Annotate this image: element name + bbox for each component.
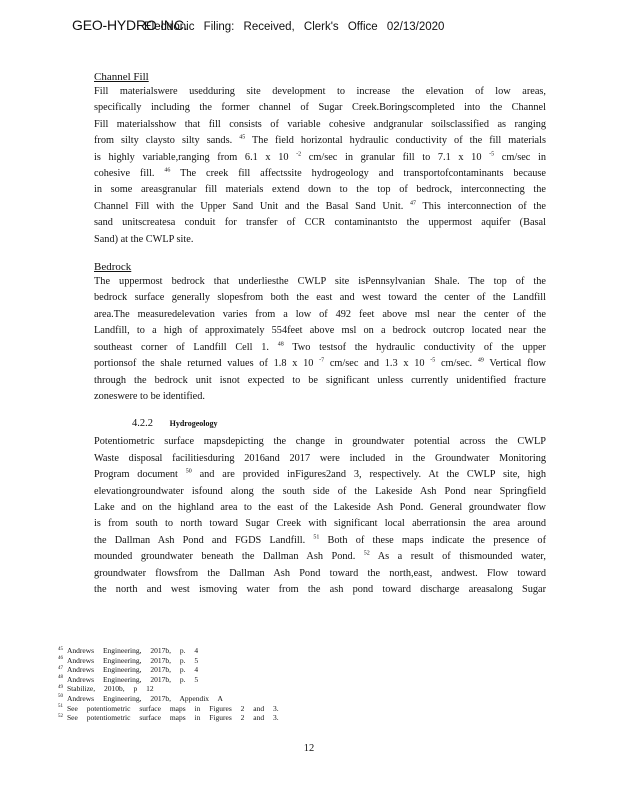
footnote-text: Stabilize, 2010b, p 12 <box>67 684 154 694</box>
footnote <box>58 656 358 666</box>
footnote <box>58 675 358 685</box>
footnote-ref: -7 <box>319 357 325 364</box>
text-line: zoneswere to be identified. <box>94 390 205 402</box>
footnote-text: See potentiometric surface maps in Figures 2 and 3. <box>67 713 279 723</box>
text-line: Waste disposal facilitiesduring 2016and 2017 were included in the Groundwater Monitoring <box>94 452 546 464</box>
footnote-number: 49 <box>58 684 63 690</box>
company-name: GEO-HYDRO INC. <box>72 17 188 33</box>
footnote-number: 46 <box>58 656 63 662</box>
text-line: Program document $^{50}$ and are provided inFigures2and 3, respectively. At the CWLP site, high <box>94 468 546 481</box>
text-line: portionsof the shale returned values of 1.8 x 10 $^{-7}$ cm/sec and 1.3 x 10 $^{-5}$ cm/sec. $^{49}$ Vertical flow <box>94 357 546 370</box>
hydrogeology-section <box>94 417 546 598</box>
text-line: Potentiometric surface mapsdepicting the change in groundwater potential across the CWLP <box>94 436 546 448</box>
footnote <box>58 713 358 723</box>
channel-fill-paragraph <box>94 84 546 248</box>
page-number: 12 <box>303 743 315 754</box>
footnote-number: 45 <box>58 646 63 652</box>
footnote-ref: 50 <box>185 468 192 475</box>
text-line: from silty claysto silty sands. $^{45}$ The field horizontal hydraulic conductivity of the fill materials <box>94 134 546 147</box>
bedrock-heading: Bedrock <box>94 261 132 274</box>
text-line: sand unitscreatesa conduit for transfer of CCR contaminantsto the uppermost aquifer (Basal <box>94 217 546 229</box>
text-line: is from south to north toward Sugar Creek with significant local aberrationsin the area around <box>94 518 546 530</box>
text-line: Sand) at the CWLP site. <box>94 233 194 245</box>
footnote <box>58 684 358 694</box>
section-number: 4.2.2 <box>132 418 153 430</box>
footnote-ref: -5 <box>430 357 436 364</box>
footnote-number: 51 <box>58 704 63 710</box>
footnote-text: Andrews Engineering, 2017b, p. 4 <box>67 665 199 675</box>
text-line: area.The measuredelevation varies from a low of 492 feet above msl near the center of the <box>94 308 546 320</box>
footnote-ref: 46 <box>164 167 171 174</box>
filing-stamp: Electronic Filing: Received, Clerk's Office 02/13/2020 <box>144 21 445 33</box>
footnote-text: Andrews Engineering, 2017b, Appendix A <box>67 693 223 703</box>
document-body <box>94 70 546 610</box>
footnote-text: Andrews Engineering, 2017b, p. 4 <box>67 646 199 655</box>
text-line: cohesive fill. $^{46}$ The creek fill affectssite hydrogeology and transportofcontaminants because <box>94 167 546 180</box>
footnote-ref: 48 <box>277 341 284 348</box>
section-title: Hydrogeology <box>169 419 218 429</box>
footnote-ref: -2 <box>296 151 302 158</box>
text-line: in some areasgranular fill materials extend down to the top of bedrock, interconnecting the <box>94 184 546 196</box>
footnote <box>58 694 358 704</box>
footnote-ref: 49 <box>477 357 484 364</box>
text-line: specifically including the former channel of Sugar Creek.Boringscompleted into the Channel <box>94 102 546 114</box>
text-line: mounded groundwater beneath the Dallman Ash Pond. $^{52}$ As a result of thismounded water, <box>94 550 546 563</box>
footnote <box>58 665 358 675</box>
text-line: Fill materialswere usedduring site development to increase the elevation of low areas, <box>94 86 546 97</box>
text-line: through the bedrock unit isnot expected to be significant unless currently unidentified fracture <box>94 374 546 386</box>
text-line: Lake and on the highland area to the east of the Lakeside Ash Pond. General groundwater flow <box>94 501 546 513</box>
footnote-number: 50 <box>58 694 63 700</box>
text-line: bedrock surface generally slopesfrom both the east and west toward the center of the Landfill <box>94 292 546 304</box>
text-line: elevationgroundwater isfound along the south side of the Lakeside Ash Pond near Springfield <box>94 485 546 497</box>
footnote-ref: 45 <box>239 134 246 141</box>
footnote-number: 47 <box>58 665 63 671</box>
text-line: groundwater flowsfrom the Dallman Ash Pond toward the north,east, andwest. Flow toward <box>94 567 546 579</box>
text-line: is highly variable,ranging from 6.1 x 10 $^{-2}$ cm/sec in granular fill to 7.1 x 10 $^{-5}$ cm/sec in <box>94 151 546 163</box>
section-heading <box>132 417 546 431</box>
footnote-number: 48 <box>58 675 63 681</box>
footnote-ref: 47 <box>409 200 416 207</box>
bedrock-section <box>94 260 546 405</box>
text-line: Fill materialsshow that fill consists of variable cohesive andgranular soilsclassified as ranging <box>94 118 546 130</box>
text-line: Channel Fill with the Upper Sand Unit and the Basal Sand Unit. $^{47}$ This interconnection of the <box>94 200 546 212</box>
text-line: the Dallman Ash Pond and FGDS Landfill. $^{51}$ Both of these maps indicate the presence of <box>94 534 546 546</box>
text-line: the north and west ismoving water from the ash pond toward discharge areasalong Sugar <box>94 583 546 595</box>
channel-fill-section <box>94 70 546 248</box>
footnote-ref: 51 <box>313 534 320 541</box>
footnote-text: Andrews Engineering, 2017b, p. 5 <box>67 655 199 665</box>
hydrogeology-paragraph <box>94 434 546 598</box>
footnotes <box>58 646 358 723</box>
text-line: Landfill, to a high of approximately 554feet above msl on a bedrock outcrop located near the <box>94 325 546 337</box>
text-line: southeast corner of Landfill Cell 1. $^{48}$ Two testsof the hydraulic conductivity of the upper <box>94 341 546 353</box>
footnote-number: 52 <box>58 713 63 719</box>
text-line: The uppermost bedrock that underliesthe CWLP site isPennsylvanian Shale. The top of the <box>94 276 546 288</box>
footnote-ref: 52 <box>363 550 370 557</box>
footnote <box>58 704 358 714</box>
footnote <box>58 646 358 656</box>
channel-fill-heading: Channel Fill <box>94 71 149 83</box>
footnote-text: Andrews Engineering, 2017b, p. 5 <box>67 674 199 684</box>
footnote-text: See potentiometric surface maps in Figures 2 and 3. <box>67 703 279 713</box>
footnote-ref: -5 <box>489 151 495 158</box>
page-header <box>0 14 618 38</box>
bedrock-paragraph <box>94 274 546 405</box>
